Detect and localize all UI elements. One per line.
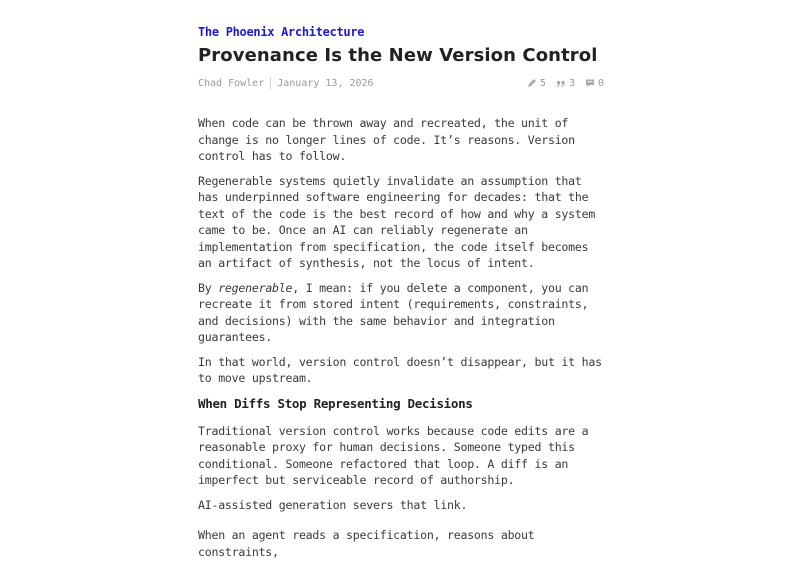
paragraph: AI-assisted generation severs that link. <box>198 497 468 512</box>
article-title: Provenance Is the New Version Control <box>198 45 598 66</box>
emphasis-text: regenerable <box>218 280 293 295</box>
meta-divider <box>270 77 271 89</box>
quote-icon <box>556 78 566 88</box>
paragraph: When code can be thrown away and recreated, the unit of change is no longer lines of code. It’s reasons. Version control has to follow. <box>198 116 575 163</box>
series-link[interactable]: The Phoenix Architecture <box>198 25 365 39</box>
author-name[interactable]: Chad Fowler <box>198 77 265 89</box>
engagement-stats <box>517 78 604 89</box>
byline <box>198 77 374 89</box>
section-heading: When Diffs Stop Representing Decisions <box>198 395 473 411</box>
paragraph <box>198 280 604 346</box>
comment-count: 0 <box>597 77 604 89</box>
paragraph: Traditional version control works because code edits are a reasonable proxy for human decisions. Someone typed this conditional. Someone refactored that loop. A diff is an imperfect but serviceable record of authorship. <box>198 423 589 487</box>
restack-button[interactable] <box>556 78 575 89</box>
paragraph: Regenerable systems quietly invalidate an assumption that has underpinned software engineering for decades: that the text of the code is the best record of how and why a system came to be. Once an AI can reliably regenerate an implementation from specification, the code itself becomes an artifact of synthesis, not the locus of intent. <box>198 173 596 270</box>
like-button[interactable] <box>527 78 546 89</box>
publish-date: January 13, 2026 <box>277 77 374 89</box>
paragraph: When an agent reads a specification, reasons about constraints, <box>198 528 535 559</box>
article-meta <box>198 73 604 93</box>
comment-button[interactable] <box>585 78 604 89</box>
paragraph-text: , I mean: if you delete a component, you can recreate it from stored intent (requirements, constraints, and decisions) with the same behavior and integration guarantees. <box>198 280 589 344</box>
article-body <box>198 115 604 560</box>
paragraph: In that world, version control doesn’t disappear, but it has to move upstream. <box>198 354 602 385</box>
article <box>198 22 604 568</box>
paragraph-text: By <box>198 280 219 295</box>
like-count: 5 <box>539 77 546 89</box>
restack-count: 3 <box>568 77 575 89</box>
comment-bubble-icon <box>585 78 595 88</box>
pencil-like-icon <box>527 78 537 88</box>
